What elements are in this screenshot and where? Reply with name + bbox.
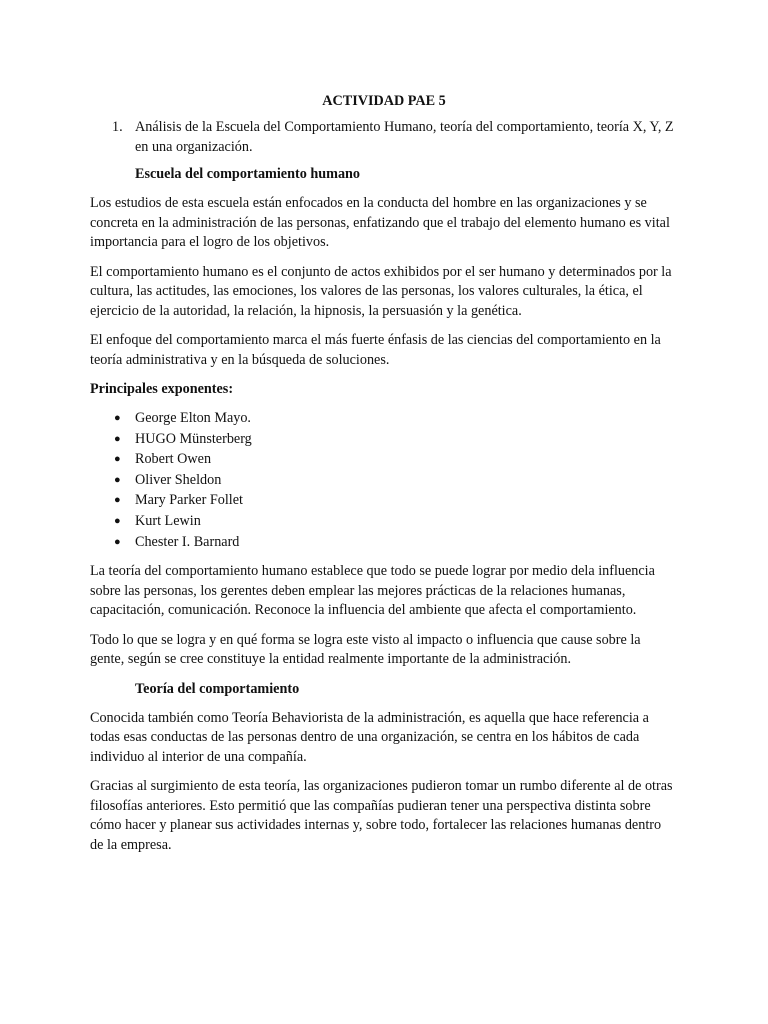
paragraph: Conocida también como Teoría Behaviorista de la administración, es aquella que hace referencia a todas esas conductas de las personas dentro de una organización, se centra en los hábitos de cada individuo al interior de una compañía.	[90, 709, 649, 765]
list-item-text: Mary Parker Follet	[135, 492, 243, 509]
list-item-text: Kurt Lewin	[135, 512, 201, 529]
list-item	[90, 490, 678, 511]
bullet-icon: ●	[114, 473, 121, 486]
list-item	[90, 511, 678, 532]
item-number: 1.	[112, 119, 123, 135]
paragraph: Los estudios de esta escuela están enfocados en la conducta del hombre en las organizaciones y se concreta en la administración de las personas, enfatizando que el trabajo del elemento humano es vital importancia para el logro de los objetivos.	[90, 195, 670, 250]
item-text: Análisis de la Escuela del Comportamiento Humano, teoría del comportamiento, teoría X, Y, Z en una organización.	[135, 119, 674, 155]
list-item-text: Robert Owen	[135, 451, 212, 468]
paragraph: Gracias al surgimiento de esta teoría, las organizaciones pudieron tomar un rumbo diferente al de otras filosofías anteriores. Esto permitió que las compañías pudieran tener una perspectiva distinta sobre cómo hacer y planear sus actividades internas y, sobre todo, fortalecer las relaciones humanas dentro de la empresa.	[90, 778, 673, 853]
list-item-text: Oliver Sheldon	[135, 471, 222, 488]
paragraph: La teoría del comportamiento humano establece que todo se puede lograr por medio dela influencia sobre las personas, los gerentes deben emplear las mejores prácticas de la relaciones humanas, capacitación, comunicación. Reconoce la influencia del ambiente que afecta el comportamiento.	[90, 563, 655, 619]
list-item	[90, 449, 678, 470]
bullet-icon: ●	[114, 494, 121, 507]
section-heading-theory: Teoría del comportamiento	[135, 680, 300, 697]
bullet-icon: ●	[114, 412, 121, 424]
list-item	[90, 470, 678, 491]
list-item-text: George Elton Mayo.	[135, 410, 251, 426]
document-title: ACTIVIDAD PAE 5	[322, 93, 446, 109]
bullet-icon: ●	[114, 535, 121, 548]
paragraph: El comportamiento humano es el conjunto de actos exhibidos por el ser humano y determinados por la cultura, las actitudes, las emociones, los valores de las personas, los valores culturales, la ética, el ejercicio de la autoridad, la relación, la hipnosis, la persuasión y la genética.	[90, 263, 672, 319]
exponents-list	[90, 408, 678, 552]
document-page	[90, 92, 678, 865]
numbered-item-1	[90, 118, 678, 157]
list-item	[90, 408, 678, 429]
list-item	[90, 429, 678, 450]
paragraph: El enfoque del comportamiento marca el más fuerte énfasis de las ciencias del comportamiento en la teoría administrativa y en la búsqueda de soluciones.	[90, 332, 661, 368]
list-item-text: HUGO Münsterberg	[135, 430, 252, 447]
list-item-text: Chester I. Barnard	[135, 533, 240, 550]
section-heading-school: Escuela del comportamiento humano	[135, 166, 361, 182]
list-item	[90, 532, 678, 553]
bullet-icon: ●	[114, 432, 121, 445]
paragraph: Todo lo que se logra y en qué forma se logra este visto al impacto o influencia que cause sobre la gente, según se cree constituye la entidad realmente importante de la administración.	[90, 631, 641, 668]
bullet-icon: ●	[114, 453, 121, 466]
bullet-icon: ●	[114, 514, 121, 527]
exponents-heading: Principales exponentes:	[90, 381, 234, 397]
